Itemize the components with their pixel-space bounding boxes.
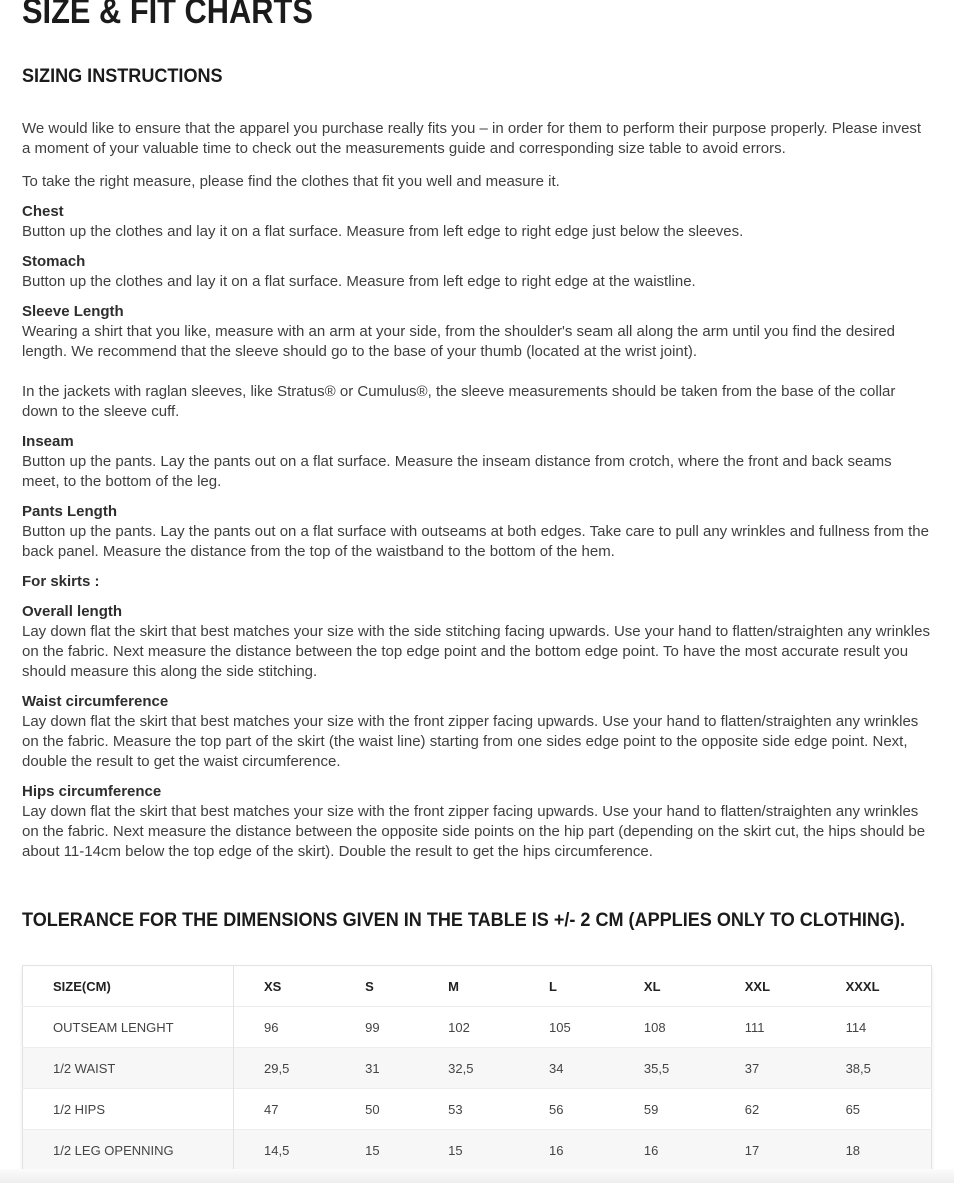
table-cell: 47 [264, 1101, 279, 1117]
measure-text: Button up the pants. Lay the pants out on a flat surface with outseams at both edges. Take care to pull any wrinkles and fullness from the back panel. Measure the distance from the top of the waistband to the bottom of the hem. [22, 523, 929, 560]
column-header: XL [643, 978, 661, 994]
measure-block-overall-length [22, 602, 932, 682]
table-cell: 32,5 [448, 1060, 474, 1076]
page-title-text: SIZE & FIT CHARTS [22, 0, 313, 31]
table-cell: 34 [549, 1060, 564, 1076]
table-cell: 38,5 [845, 1060, 871, 1076]
table-cell: 102 [448, 1019, 470, 1035]
measure-block-stomach [22, 252, 932, 292]
table-cell: 15 [365, 1142, 380, 1158]
measure-block-hips-circumference [22, 782, 932, 862]
measure-label: Inseam [22, 433, 74, 450]
table-cell: 99 [365, 1019, 380, 1035]
row-label: 1/2 WAIST [23, 1048, 234, 1089]
table-row [23, 1089, 932, 1130]
table-cell: 50 [365, 1101, 380, 1117]
table-cell: 31 [365, 1060, 380, 1076]
column-header: M [448, 978, 459, 994]
table-cell: 105 [549, 1019, 571, 1035]
sizing-instructions-heading: SIZING INSTRUCTIONS [22, 66, 223, 87]
measure-label: Pants Length [22, 503, 118, 520]
table-cell: 108 [643, 1019, 666, 1035]
measure-block-chest [22, 202, 932, 242]
page-title [22, 0, 932, 30]
measure-label: Overall length [22, 603, 123, 620]
table-cell: 16 [643, 1142, 659, 1158]
table-cell: 29,5 [264, 1060, 290, 1076]
table-cell: 17 [744, 1142, 760, 1158]
table-row [23, 1007, 932, 1048]
measure-label: Sleeve Length [22, 303, 124, 320]
measure-block-sleeve-length [22, 302, 932, 362]
measure-text: Wearing a shirt that you like, measure with an arm at your side, from the shoulder's seam all along the arm until you find the desired length. We recommend that the sleeve should go to the base of your thumb (located at the wrist joint). [22, 323, 896, 360]
table-cell: 56 [549, 1101, 564, 1117]
raglan-sleeves-note: In the jackets with raglan sleeves, like Stratus® or Cumulus®, the sleeve measurements should be taken from the base of the collar down to the sleeve cuff. [22, 383, 896, 420]
page-bottom-divider [0, 1169, 954, 1183]
table-cell: 37 [744, 1060, 760, 1076]
tolerance-heading: TOLERANCE FOR THE DIMENSIONS GIVEN IN THE TABLE IS +/- 2 CM (APPLIES ONLY TO CLOTHING). [22, 910, 906, 931]
measure-text: Button up the pants. Lay the pants out on a flat surface. Measure the inseam distance from crotch, where the front and back seams meet, to the bottom of the leg. [22, 453, 892, 490]
measure-block-waist-circumference [22, 692, 932, 772]
measure-text: Lay down flat the skirt that best matches your size with the front zipper facing upwards. Use your hand to flatten/straighten any wrinkles on the fabric. Measure the top part of the skirt (the waist line) starting from one sides edge point to the opposite side edge point. Next, double the result to get the waist circumference. [22, 713, 919, 770]
table-cell: 14,5 [264, 1142, 290, 1158]
measure-block-inseam [22, 432, 932, 492]
measure-text: Lay down flat the skirt that best matches your size with the side stitching facing upwards. Use your hand to flatten/straighten any wrinkles on the fabric. Next measure the distance between the top edge point and the bottom edge point. To have the most accurate result you should measure this along the side stitching. [22, 623, 930, 680]
intro-paragraph: To take the right measure, please find the clothes that fit you well and measure it. [22, 173, 560, 190]
for-skirts-label: For skirts : [22, 573, 100, 590]
row-label: 1/2 HIPS [23, 1089, 234, 1130]
table-cell: 16 [549, 1142, 564, 1158]
measure-text: Button up the clothes and lay it on a flat surface. Measure from left edge to right edge at the waistline. [22, 273, 696, 290]
measure-block-pants-length [22, 502, 932, 562]
size-chart-table [22, 965, 932, 1171]
intro-paragraph: We would like to ensure that the apparel you purchase really fits you – in order for them to perform their purpose properly. Please invest a moment of your valuable time to check out the measurements guide and corresponding size table to avoid errors. [22, 120, 922, 157]
table-cell: 18 [845, 1142, 861, 1158]
table-cell: 65 [845, 1101, 861, 1117]
row-label: 1/2 LEG OPENNING [23, 1130, 234, 1171]
table-row [23, 1048, 932, 1089]
table-cell: 114 [845, 1019, 867, 1035]
column-header: XXXL [845, 978, 880, 994]
measure-label: Stomach [22, 253, 86, 270]
table-cell: 96 [264, 1019, 279, 1035]
table-cell: 62 [744, 1101, 760, 1117]
table-cell: 15 [448, 1142, 463, 1158]
row-label: OUTSEAM LENGHT [23, 1007, 234, 1048]
measure-label: Waist circumference [22, 693, 169, 710]
column-header: XXL [744, 978, 771, 994]
column-header: XS [264, 978, 282, 994]
column-header: SIZE(CM) [23, 966, 234, 1007]
table-cell: 111 [744, 1019, 765, 1035]
measure-text: Button up the clothes and lay it on a flat surface. Measure from left edge to right edge just below the sleeves. [22, 223, 744, 240]
table-header-row [23, 966, 932, 1007]
column-header: S [365, 978, 374, 994]
measure-label: Hips circumference [22, 783, 162, 800]
measure-label: Chest [22, 203, 64, 220]
column-header: L [549, 978, 557, 994]
table-cell: 53 [448, 1101, 463, 1117]
measure-text: Lay down flat the skirt that best matches your size with the front zipper facing upwards. Use your hand to flatten/straighten any wrinkles on the fabric. Next measure the distance between the opposite side points on the hip part (depending on the skirt cut, the hips should be about 11-14cm below the top edge of the skirt). Double the result to get the hips circumference. [22, 803, 926, 860]
table-cell: 35,5 [643, 1060, 670, 1076]
table-row [23, 1130, 932, 1171]
table-cell: 59 [643, 1101, 659, 1117]
